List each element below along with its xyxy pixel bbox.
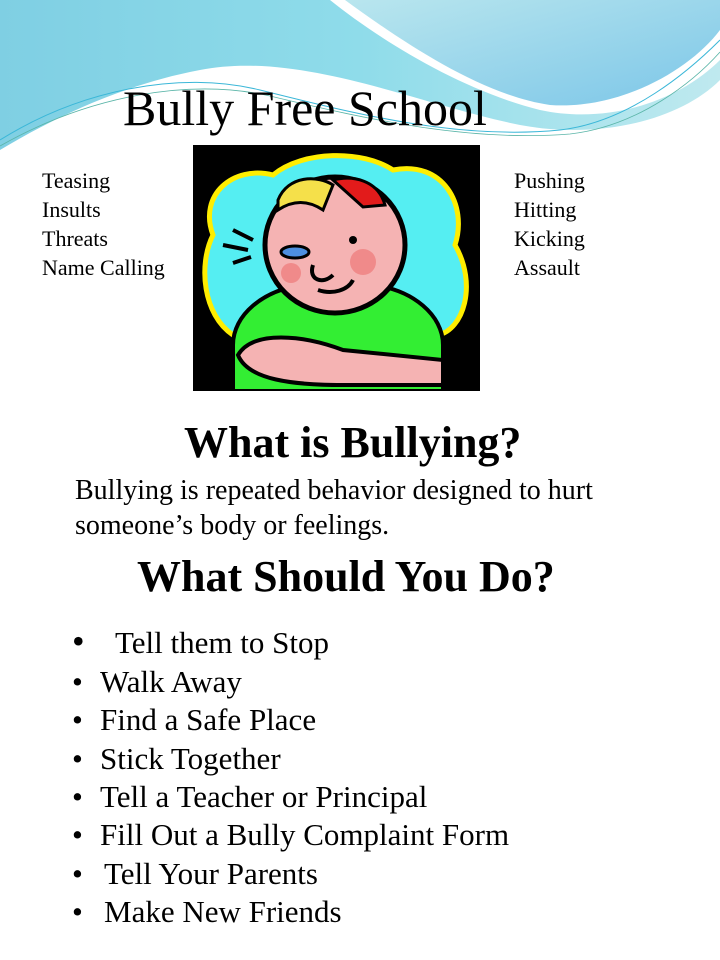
bullet-icon: • [72, 702, 83, 737]
bullet-icon: • [72, 741, 83, 776]
bullet-icon: • [72, 621, 85, 661]
list-item [72, 779, 427, 815]
item-text: Fill Out a Bully Complaint Form [100, 817, 510, 852]
list-item: Pushing [514, 168, 585, 193]
item-text: Tell Your Parents [104, 856, 318, 891]
list-item: Teasing [42, 168, 111, 193]
item-text: Stick Together [100, 741, 281, 776]
list-item: Kicking [514, 226, 585, 251]
item-text: Make New Friends [104, 894, 342, 929]
list-item [72, 894, 342, 930]
what-should-you-do-heading: What Should You Do? [137, 552, 555, 601]
what-is-bullying-heading: What is Bullying? [184, 418, 522, 467]
item-text: Tell them to Stop [115, 625, 329, 660]
list-item [72, 817, 509, 853]
list-item [72, 741, 281, 777]
list-item [72, 620, 329, 662]
bullying-definition: Bullying is repeated behavior designed to hurt someone’s body or feelings. [75, 475, 593, 541]
bullet-icon: • [72, 856, 83, 891]
list-item [72, 856, 318, 892]
list-item: Assault [514, 255, 580, 280]
item-text: Tell a Teacher or Principal [100, 779, 428, 814]
list-item [72, 664, 242, 700]
bullet-icon: • [72, 894, 83, 929]
page-title: Bully Free School [123, 80, 487, 136]
item-text: Walk Away [100, 664, 242, 699]
bullet-icon: • [72, 779, 83, 814]
bully-cartoon-image [193, 145, 480, 391]
list-item: Threats [42, 226, 108, 251]
list-item: Hitting [514, 197, 577, 222]
physical-bullying-list [514, 166, 585, 282]
list-item [72, 702, 316, 738]
bullet-icon: • [72, 664, 83, 699]
bullet-icon: • [72, 817, 83, 852]
list-item: Name Calling [42, 255, 165, 280]
verbal-bullying-list [42, 166, 165, 282]
item-text: Find a Safe Place [100, 702, 317, 737]
list-item: Insults [42, 197, 101, 222]
